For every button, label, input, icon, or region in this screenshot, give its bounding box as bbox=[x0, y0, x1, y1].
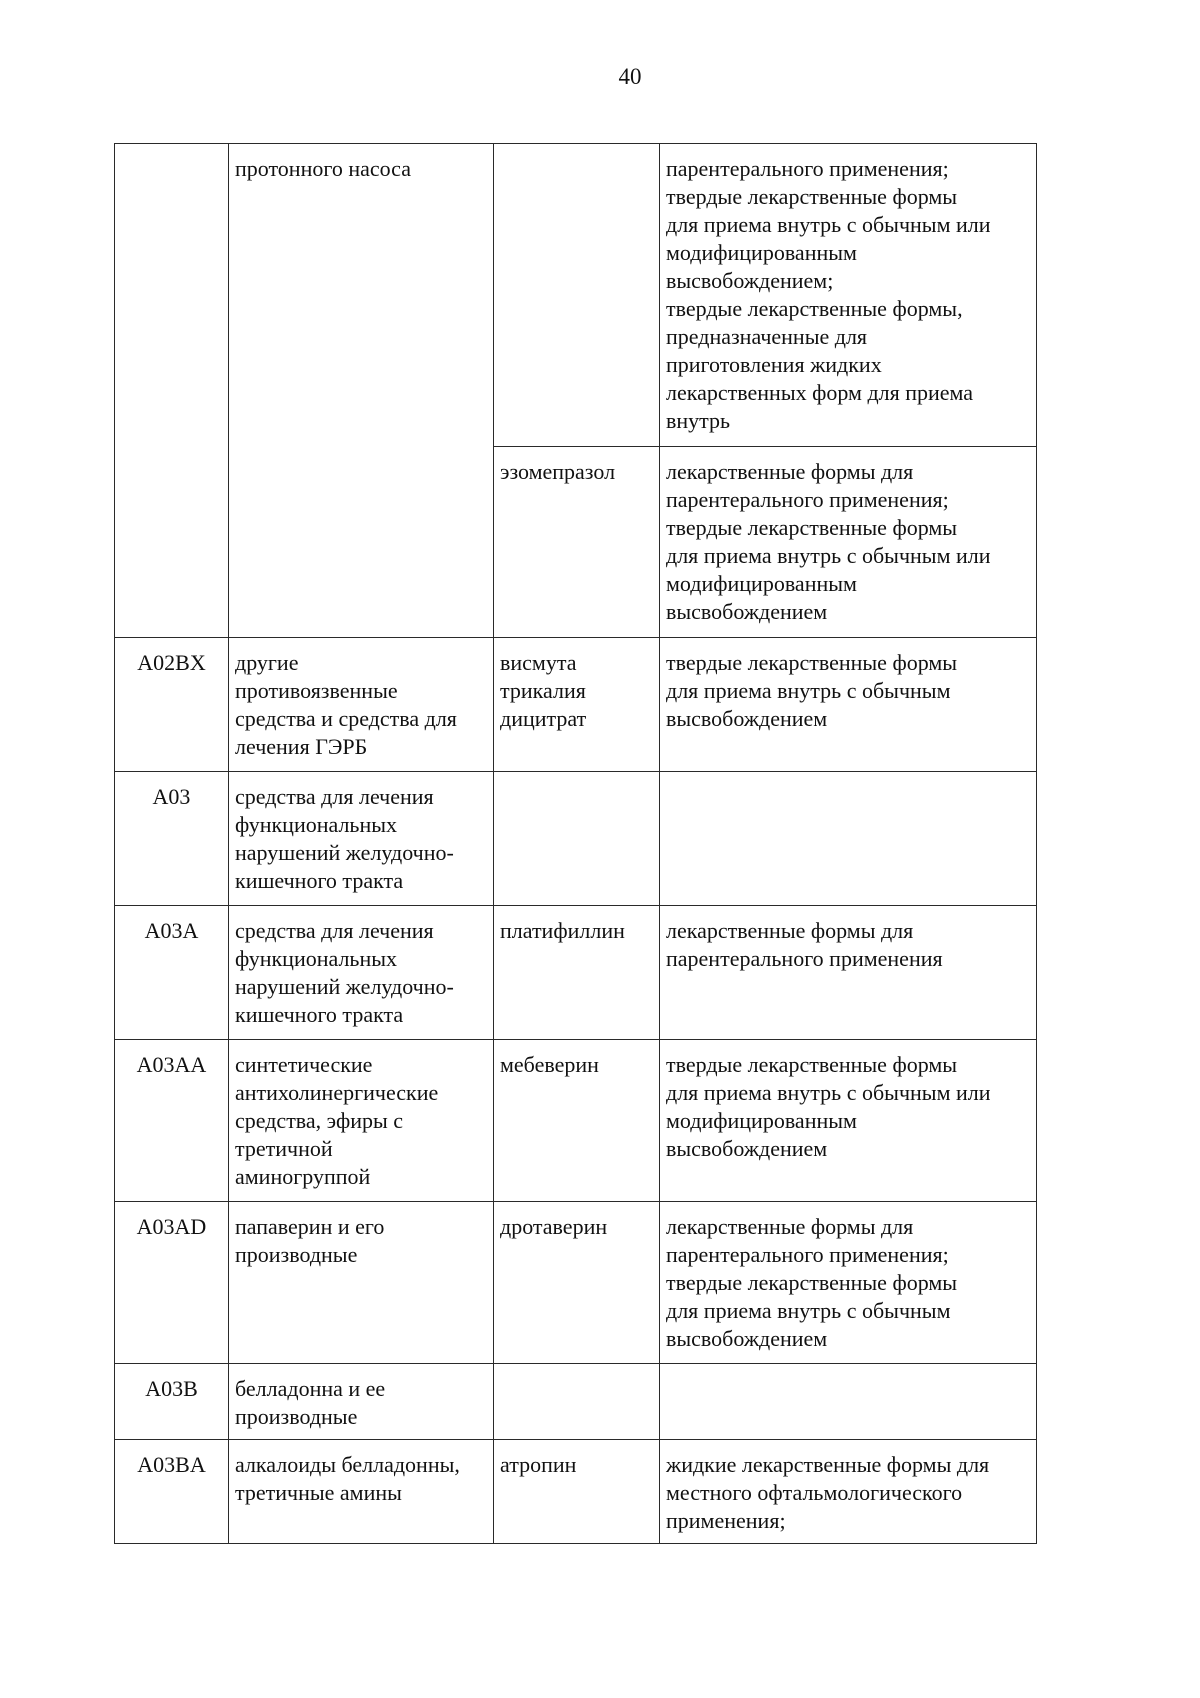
form-line: лекарственные формы для bbox=[666, 1214, 914, 1239]
drug-cell bbox=[494, 1040, 660, 1202]
group-line: синтетические bbox=[235, 1052, 373, 1077]
form-line: парентерального применения; bbox=[666, 156, 949, 181]
form-cell bbox=[660, 1440, 1037, 1544]
form-cell bbox=[660, 1202, 1037, 1364]
table-row bbox=[115, 1440, 1037, 1544]
form-line: для приема внутрь с обычным или bbox=[666, 212, 991, 237]
drug-cell bbox=[494, 1364, 660, 1440]
drug-line: дротаверин bbox=[500, 1214, 608, 1239]
drug-cell bbox=[494, 772, 660, 906]
form-line: твердые лекарственные формы bbox=[666, 515, 958, 540]
form-line: лекарственные формы для bbox=[666, 459, 914, 484]
group-line: лечения ГЭРБ bbox=[235, 734, 368, 759]
form-line: твердые лекарственные формы bbox=[666, 1270, 958, 1295]
group-line: антихолинергические bbox=[235, 1080, 439, 1105]
form-cell bbox=[660, 638, 1037, 772]
form-line: высвобождением bbox=[666, 599, 828, 624]
form-line: модифицированным bbox=[666, 1108, 857, 1133]
form-cell bbox=[660, 906, 1037, 1040]
form-line: твердые лекарственные формы, bbox=[666, 296, 963, 321]
drug-table bbox=[114, 143, 1037, 1544]
atc-code-cell: A03BA bbox=[115, 1440, 229, 1544]
group-line: функциональных bbox=[235, 812, 398, 837]
group-cell bbox=[229, 772, 494, 906]
group-line: нарушений желудочно- bbox=[235, 840, 454, 865]
group-line: средства для лечения bbox=[235, 784, 434, 809]
drug-line: дицитрат bbox=[500, 706, 587, 731]
group-line: производные bbox=[235, 1242, 358, 1267]
form-line: приготовления жидких bbox=[666, 352, 882, 377]
group-line: кишечного тракта bbox=[235, 868, 404, 893]
table-row bbox=[115, 772, 1037, 906]
form-line: твердые лекарственные формы bbox=[666, 184, 958, 209]
group-cell bbox=[229, 1440, 494, 1544]
group-cell bbox=[229, 1364, 494, 1440]
drug-cell bbox=[494, 638, 660, 772]
group-line: нарушений желудочно- bbox=[235, 974, 454, 999]
group-line: функциональных bbox=[235, 946, 398, 971]
form-cell bbox=[660, 144, 1037, 447]
table-row bbox=[115, 1040, 1037, 1202]
group-line: производные bbox=[235, 1404, 358, 1429]
form-line: жидкие лекарственные формы для bbox=[666, 1452, 990, 1477]
group-cell bbox=[229, 638, 494, 772]
table-row bbox=[115, 144, 1037, 447]
form-line: для приема внутрь с обычным или bbox=[666, 543, 991, 568]
atc-code-cell: A03AA bbox=[115, 1040, 229, 1202]
group-line: противоязвенные bbox=[235, 678, 398, 703]
form-cell bbox=[660, 447, 1037, 638]
group-cell bbox=[229, 1040, 494, 1202]
group-line: средства для лечения bbox=[235, 918, 434, 943]
group-cell bbox=[229, 1202, 494, 1364]
group-line: третичные амины bbox=[235, 1480, 402, 1505]
form-line: внутрь bbox=[666, 408, 731, 433]
group-cell bbox=[229, 906, 494, 1040]
form-line: предназначенные для bbox=[666, 324, 868, 349]
form-line: лекарственные формы для bbox=[666, 918, 914, 943]
drug-line: мебеверин bbox=[500, 1052, 599, 1077]
drug-cell bbox=[494, 1440, 660, 1544]
atc-code-cell: A03B bbox=[115, 1364, 229, 1440]
group-line: алкалоиды белладонны, bbox=[235, 1452, 460, 1477]
form-cell bbox=[660, 772, 1037, 906]
table-row bbox=[115, 638, 1037, 772]
drug-line: трикалия bbox=[500, 678, 586, 703]
atc-code-cell bbox=[115, 144, 229, 638]
drug-cell bbox=[494, 447, 660, 638]
atc-code-cell: A03AD bbox=[115, 1202, 229, 1364]
form-line: парентерального применения bbox=[666, 946, 943, 971]
form-line: высвобождением bbox=[666, 1326, 828, 1351]
drug-line: атропин bbox=[500, 1452, 577, 1477]
table-row bbox=[115, 906, 1037, 1040]
atc-code-cell: A03A bbox=[115, 906, 229, 1040]
group-line: белладонна и ее bbox=[235, 1376, 386, 1401]
drug-cell bbox=[494, 144, 660, 447]
form-line: местного офтальмологического bbox=[666, 1480, 963, 1505]
group-line: протонного насоса bbox=[235, 156, 411, 181]
group-line: средства, эфиры с bbox=[235, 1108, 404, 1133]
form-cell bbox=[660, 1040, 1037, 1202]
form-line: для приема внутрь с обычным bbox=[666, 1298, 951, 1323]
form-cell bbox=[660, 1364, 1037, 1440]
form-line: высвобождением; bbox=[666, 268, 834, 293]
form-line: применения; bbox=[666, 1508, 786, 1533]
form-line: для приема внутрь с обычным bbox=[666, 678, 951, 703]
group-line: средства и средства для bbox=[235, 706, 457, 731]
table-row bbox=[115, 1202, 1037, 1364]
group-line: другие bbox=[235, 650, 299, 675]
form-line: твердые лекарственные формы bbox=[666, 650, 958, 675]
group-cell bbox=[229, 144, 494, 638]
form-line: для приема внутрь с обычным или bbox=[666, 1080, 991, 1105]
drug-line: эзомепразол bbox=[500, 459, 616, 484]
form-line: высвобождением bbox=[666, 706, 828, 731]
atc-code-cell: A02BX bbox=[115, 638, 229, 772]
form-line: лекарственных форм для приема bbox=[666, 380, 974, 405]
atc-code-cell: A03 bbox=[115, 772, 229, 906]
form-line: твердые лекарственные формы bbox=[666, 1052, 958, 1077]
form-line: высвобождением bbox=[666, 1136, 828, 1161]
form-line: модифицированным bbox=[666, 571, 857, 596]
group-line: аминогруппой bbox=[235, 1164, 371, 1189]
table-row bbox=[115, 1364, 1037, 1440]
drug-cell bbox=[494, 906, 660, 1040]
group-line: третичной bbox=[235, 1136, 333, 1161]
drug-line: висмута bbox=[500, 650, 577, 675]
group-line: кишечного тракта bbox=[235, 1002, 404, 1027]
form-line: модифицированным bbox=[666, 240, 857, 265]
drug-cell bbox=[494, 1202, 660, 1364]
page-number: 40 bbox=[618, 64, 642, 89]
form-line: парентерального применения; bbox=[666, 1242, 949, 1267]
form-line: парентерального применения; bbox=[666, 487, 949, 512]
drug-line: платифиллин bbox=[500, 918, 625, 943]
group-line: папаверин и его bbox=[235, 1214, 385, 1239]
